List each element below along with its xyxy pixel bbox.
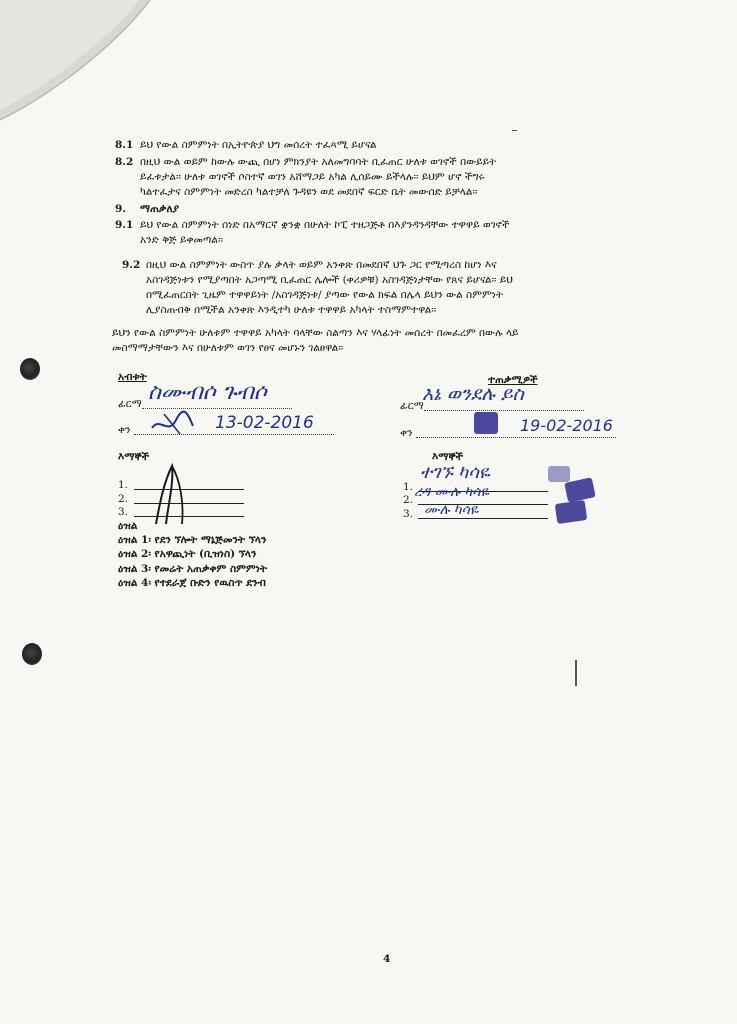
right-date: 19-02-2016 [520,416,613,435]
witness-number: 3. [403,508,414,520]
witness-number: 3. [118,506,129,518]
annex-item: ዕዝል 4፡ የተደራጀ ቡድን የዉስጥ ደንብ [118,577,266,589]
clause-line: ይፈቱታል፡፡ ሁለቱ ወገኖች ሶስተኛ ወገን አሸማጋይ አካል ሊሰይሙ ይችላሉ፡፡ ይህም ሆኖ ችግሩ [140,171,485,183]
left-witness-signature [150,462,190,526]
annex-title: ዕዝል [118,520,138,532]
clause-line: በሚፈጠርበት ጊዜም ተዋዋይነት /አስገዳጅነቱ/ ያጣው የውል ክፍል በሌላ ይህን ውል ስምምነት [146,289,504,301]
witness-number: 1. [403,481,414,493]
clause-line: ይህ የውል ስምምነት ሰነድ በአማርኛ ቋንቋ በሁለት ኮፒ ተዘጋጅቶ በእያንዳንዳቸው ተዋዋይ ወገኖች [140,219,510,231]
annex-item: ዕዝል 3፡ የመሬት አጠቃቀም ስምምነት [118,563,268,575]
left-signature: ስሙብሶ ጉብሶ [148,380,267,405]
clause-line: አስገዳጅነቱን የሚያጣበት አጋጣሚ ቢፈጠር ሌሎች (ቀሪዎቹ) አስገዳጅነታቸው የጸና ይሆናል፡፡ ይህ [146,274,513,286]
left-date-label: ቀን [118,424,131,436]
clause-number: 8.1 [115,139,134,151]
witness-line [418,518,548,519]
witness-number: 1. [118,479,129,491]
annex-item: ዕዝል 2፡ የአዋጪነት (ቢዝነስ) ኘላን [118,548,257,560]
punch-hole-top [20,358,40,380]
right-signature: እኔ ወንደሉ ይስ [422,383,524,405]
scan-mark [575,660,577,686]
right-witnesses-title: እማኞች [432,451,464,463]
clause-text: ይህ የውል ስምምነት በኢትዮጵያ ህግ መሰረት ተፈጻሚ ይሆናል [140,139,377,151]
clause-line: አንድ ቅጅ ይቀመጣል፡፡ [140,234,223,246]
right-date-ink-blot [474,412,498,434]
paper-fold-shadow [0,0,737,130]
section-number: 9. [115,203,126,215]
left-date-scribble [150,410,195,438]
clause-text [140,218,630,248]
section-heading: ማጠቃለያ [140,203,180,215]
page-number: 4 [383,953,391,965]
right-sign-label: ፊርማ [400,400,424,412]
annex-item: ዕዝል 1፡ የደን ኘሎት ማኔጅመንት ኘላን [118,534,267,546]
closing-line: መስማማታቸውን እና በሁለቱም ወገን የፀና መሆኑን ገልፀዋል፡፡ [112,342,344,354]
clause-number: 8.2 [115,156,134,168]
closing-line: ይህን የውል ስምምነት ሁለቱም ተዋዋይ አካላት ባላቸው ስልጣን እና ሃላፊነት መሰረት በመፈረም በውሉ ላይ [112,327,519,339]
right-sign-line [424,410,584,411]
right-date-line [416,437,616,438]
left-date: 13-02-2016 [215,413,314,433]
clause-text [140,155,630,200]
clause-line: ሊያስጠብቅ በሚችል አንቀጽ እንዲተካ ሁለቱ ተዋዋይ አካላት ተስማምተዋል፡፡ [146,304,437,316]
scan-mark [512,130,517,131]
right-party-title: ተጠቃሚዎች [488,374,538,386]
clause-text [146,258,636,318]
clause-line: ካልተፈታና ስምምነት መድረስ ካልተቻለ ጉዳዩን ወደ መደበኛ ፍርድ ቤት መውሰድ ይቻላል፡፡ [140,186,478,198]
left-sign-line [142,408,292,409]
left-party-title: አብቱት [118,371,147,383]
clause-number: 9.2 [122,259,141,271]
clause-line: በዚህ ውል ወይም ከውሉ ውጪ በሆነ ምክንያት አለመግባባት ቢፈጠር ሁለቱ ወገኖች በውይይት [140,156,497,168]
left-sign-label: ፊርማ [118,398,142,410]
witness-ink-stamp [548,466,570,482]
left-witnesses-title: እማኞች [118,451,150,463]
right-witness-signature-1: ተገኙ ካሳዬ [420,462,490,483]
witness-number: 2. [118,493,129,505]
clause-number: 9.1 [115,219,134,231]
right-witness-signature-3: ሙሉ ካሳዬ [424,502,479,518]
witness-ink-stamp [564,477,596,502]
right-witness-signature-2: ረዳ ሙሉ ካሳዬ [414,484,489,500]
clause-line: በዚህ ውል ስምምነት ውስጥ ያሉ ቃላት ወይም አንቀጽ በመደበኛ ህጉ ጋር የሚጣረስ ከሆነ እና [146,259,497,271]
punch-hole-bottom [22,643,42,665]
witness-number: 2. [403,494,414,506]
witness-ink-stamp [555,500,587,524]
closing-statement [112,326,632,356]
right-date-label: ቀን [400,427,413,439]
